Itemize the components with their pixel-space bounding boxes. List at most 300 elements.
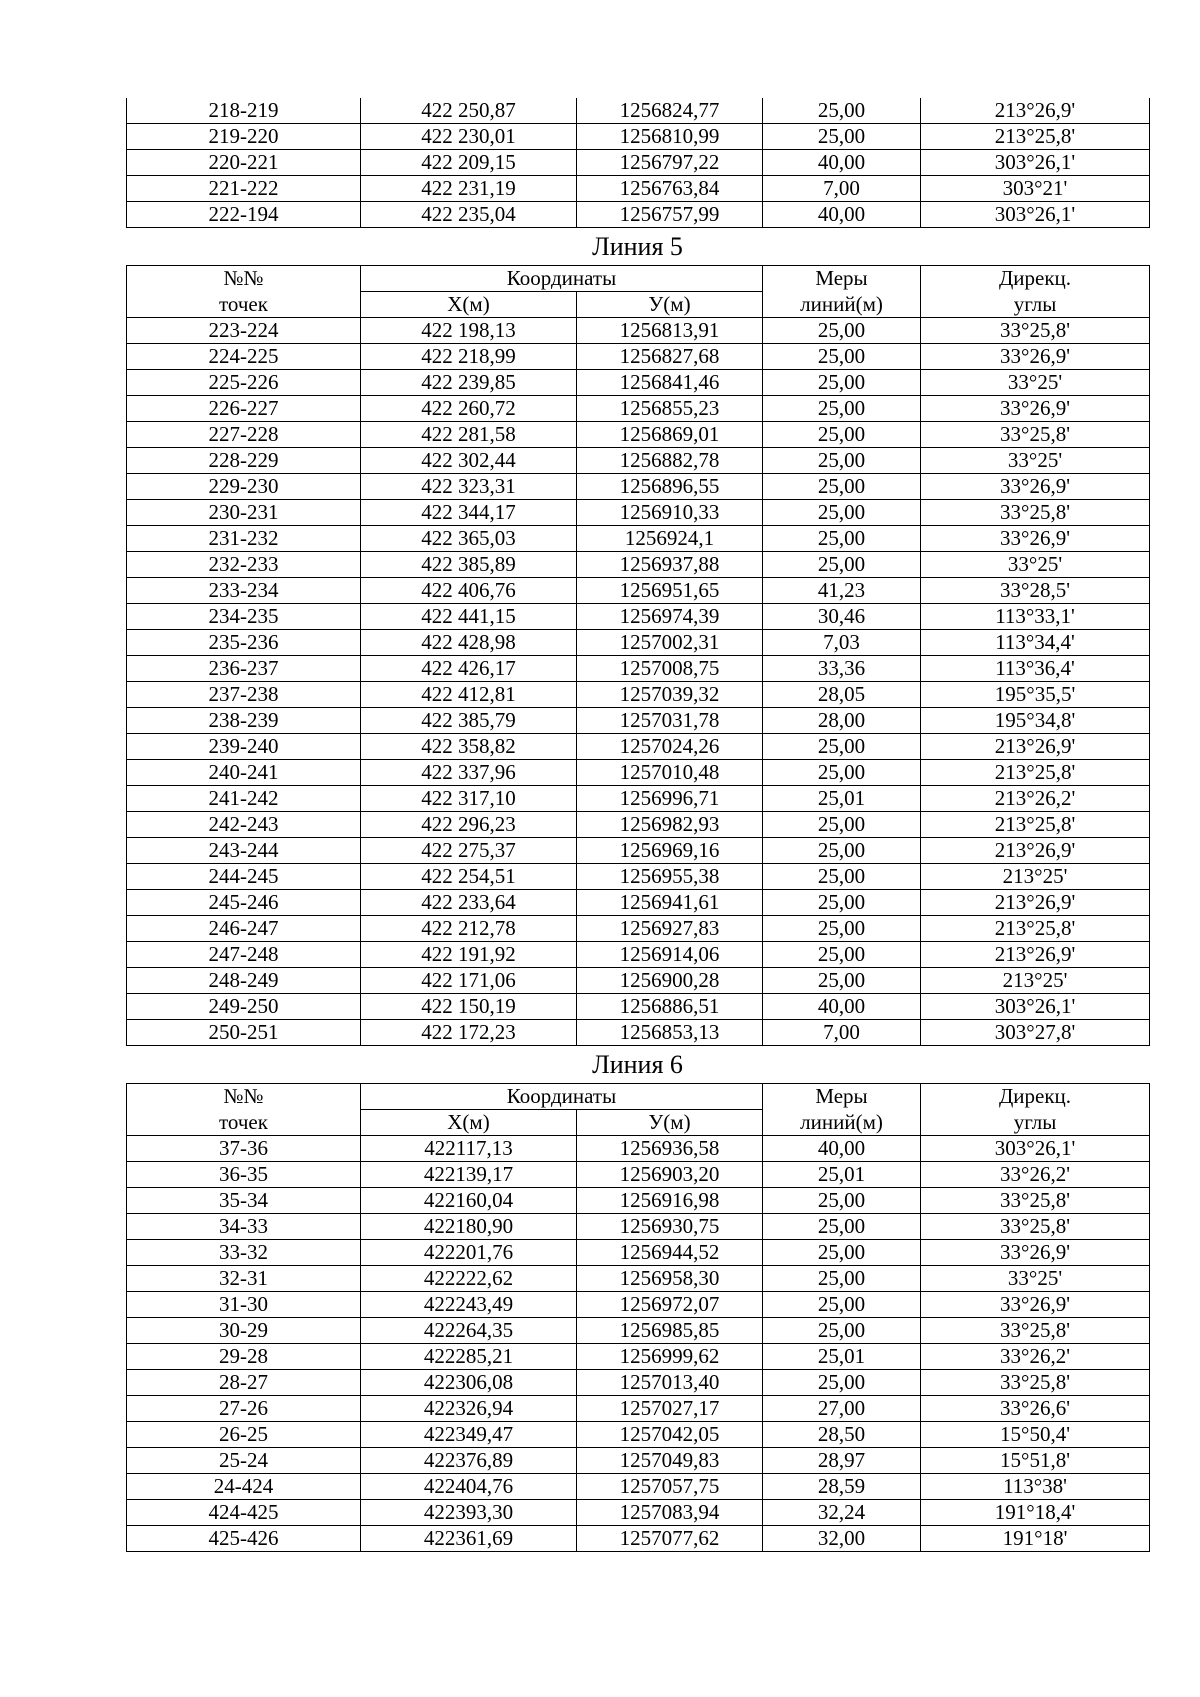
table-row <box>127 916 1150 942</box>
cell-x: 422 337,96 <box>361 760 577 786</box>
cell-x: 422180,90 <box>361 1214 577 1240</box>
line-5-title: Линия 5 <box>592 232 683 261</box>
cell-y: 1257024,26 <box>577 734 763 760</box>
cell-x: 422201,76 <box>361 1240 577 1266</box>
cell-y: 1256903,20 <box>577 1162 763 1188</box>
cell-x: 422 218,99 <box>361 344 577 370</box>
cell-angle: 213°26,9' <box>921 734 1150 760</box>
cell-y: 1256924,1 <box>577 526 763 552</box>
cell-segment: 31-30 <box>127 1292 361 1318</box>
cell-segment: 226-227 <box>127 396 361 422</box>
cell-segment: 26-25 <box>127 1422 361 1448</box>
cell-length: 28,97 <box>763 1448 921 1474</box>
cell-length: 25,00 <box>763 1292 921 1318</box>
cell-angle: 191°18' <box>921 1526 1150 1552</box>
cell-segment: 33-32 <box>127 1240 361 1266</box>
cell-segment: 37-36 <box>127 1136 361 1162</box>
cell-segment: 24-424 <box>127 1474 361 1500</box>
cell-length: 25,00 <box>763 370 921 396</box>
table-row <box>127 1370 1150 1396</box>
cell-angle: 213°25,8' <box>921 760 1150 786</box>
table-row <box>127 812 1150 838</box>
cell-segment: 247-248 <box>127 942 361 968</box>
cell-length: 28,59 <box>763 1474 921 1500</box>
cell-x: 422376,89 <box>361 1448 577 1474</box>
cell-segment: 239-240 <box>127 734 361 760</box>
header-points: точек <box>127 292 361 318</box>
cell-y: 1256955,38 <box>577 864 763 890</box>
cell-angle: 33°26,9' <box>921 344 1150 370</box>
table-row <box>127 682 1150 708</box>
cell-length: 25,00 <box>763 760 921 786</box>
cell-length: 41,23 <box>763 578 921 604</box>
cell-x: 422 344,17 <box>361 500 577 526</box>
cell-segment: 230-231 <box>127 500 361 526</box>
cell-length: 7,00 <box>763 1020 921 1046</box>
cell-x: 422 233,64 <box>361 890 577 916</box>
cell-length: 28,00 <box>763 708 921 734</box>
header-row-2 <box>127 292 1150 318</box>
cell-x: 422 254,51 <box>361 864 577 890</box>
cell-y: 1256944,52 <box>577 1240 763 1266</box>
line-6-table <box>126 1083 1150 1552</box>
cell-y: 1256813,91 <box>577 318 763 344</box>
cell-y: 1256757,99 <box>577 202 763 228</box>
table-row <box>127 578 1150 604</box>
header-y: У(м) <box>577 1110 763 1136</box>
cell-length: 25,00 <box>763 890 921 916</box>
header-coordinates: Координаты <box>361 266 763 292</box>
cell-x: 422 198,13 <box>361 318 577 344</box>
header-points: точек <box>127 1110 361 1136</box>
cell-y: 1256996,71 <box>577 786 763 812</box>
cell-angle: 33°26,2' <box>921 1162 1150 1188</box>
cell-x: 422 191,92 <box>361 942 577 968</box>
cell-angle: 191°18,4' <box>921 1500 1150 1526</box>
cell-angle: 303°26,1' <box>921 150 1150 176</box>
cell-length: 25,00 <box>763 344 921 370</box>
cell-y: 1256914,06 <box>577 942 763 968</box>
cell-y: 1256869,01 <box>577 422 763 448</box>
cell-segment: 32-31 <box>127 1266 361 1292</box>
table-row <box>127 1020 1150 1046</box>
cell-angle: 213°26,9' <box>921 838 1150 864</box>
header-x: Х(м) <box>361 292 577 318</box>
table-row <box>127 396 1150 422</box>
cell-length: 25,00 <box>763 1370 921 1396</box>
line-6-title: Линия 6 <box>592 1050 683 1079</box>
table-row <box>127 942 1150 968</box>
cell-angle: 33°25,8' <box>921 1214 1150 1240</box>
cell-segment: 27-26 <box>127 1396 361 1422</box>
cell-segment: 232-233 <box>127 552 361 578</box>
cell-y: 1256896,55 <box>577 474 763 500</box>
cell-angle: 33°28,5' <box>921 578 1150 604</box>
cell-length: 40,00 <box>763 994 921 1020</box>
cell-length: 32,24 <box>763 1500 921 1526</box>
cell-x: 422393,30 <box>361 1500 577 1526</box>
cell-x: 422 406,76 <box>361 578 577 604</box>
table-row <box>127 968 1150 994</box>
table-row <box>127 150 1150 176</box>
table-row <box>127 1500 1150 1526</box>
table-row <box>127 176 1150 202</box>
table-row <box>127 1214 1150 1240</box>
cell-y: 1256937,88 <box>577 552 763 578</box>
cell-y: 1256797,22 <box>577 150 763 176</box>
cell-angle: 113°34,4' <box>921 630 1150 656</box>
cell-length: 25,00 <box>763 552 921 578</box>
cell-segment: 237-238 <box>127 682 361 708</box>
cell-segment: 244-245 <box>127 864 361 890</box>
table-row <box>127 864 1150 890</box>
cell-angle: 33°26,9' <box>921 1240 1150 1266</box>
cell-length: 30,46 <box>763 604 921 630</box>
cell-angle: 33°25,8' <box>921 422 1150 448</box>
cell-y: 1256910,33 <box>577 500 763 526</box>
cell-y: 1256855,23 <box>577 396 763 422</box>
cell-segment: 246-247 <box>127 916 361 942</box>
cell-x: 422 385,89 <box>361 552 577 578</box>
cell-x: 422285,21 <box>361 1344 577 1370</box>
cell-angle: 33°25,8' <box>921 500 1150 526</box>
cell-x: 422 239,85 <box>361 370 577 396</box>
header-row-1 <box>127 1084 1150 1110</box>
cell-y: 1256927,83 <box>577 916 763 942</box>
cell-x: 422 426,17 <box>361 656 577 682</box>
cell-segment: 25-24 <box>127 1448 361 1474</box>
cell-x: 422 365,03 <box>361 526 577 552</box>
cell-y: 1256841,46 <box>577 370 763 396</box>
cell-x: 422 428,98 <box>361 630 577 656</box>
cell-length: 25,00 <box>763 1318 921 1344</box>
cell-y: 1257039,32 <box>577 682 763 708</box>
cell-angle: 15°51,8' <box>921 1448 1150 1474</box>
cell-segment: 234-235 <box>127 604 361 630</box>
cell-x: 422404,76 <box>361 1474 577 1500</box>
header-row-1 <box>127 266 1150 292</box>
cell-angle: 33°26,9' <box>921 396 1150 422</box>
cell-segment: 242-243 <box>127 812 361 838</box>
cell-x: 422139,17 <box>361 1162 577 1188</box>
cell-angle: 213°25' <box>921 864 1150 890</box>
cell-length: 25,00 <box>763 500 921 526</box>
cell-segment: 223-224 <box>127 318 361 344</box>
cell-x: 422 171,06 <box>361 968 577 994</box>
cell-segment: 35-34 <box>127 1188 361 1214</box>
cell-segment: 220-221 <box>127 150 361 176</box>
table-row <box>127 1136 1150 1162</box>
table-row <box>127 124 1150 150</box>
cell-angle: 33°26,6' <box>921 1396 1150 1422</box>
cell-y: 1256827,68 <box>577 344 763 370</box>
cell-length: 25,00 <box>763 318 921 344</box>
cell-angle: 33°26,9' <box>921 1292 1150 1318</box>
cell-segment: 227-228 <box>127 422 361 448</box>
cell-length: 25,00 <box>763 1266 921 1292</box>
cell-length: 25,00 <box>763 942 921 968</box>
cell-x: 422 302,44 <box>361 448 577 474</box>
table-row <box>127 448 1150 474</box>
header-point-no: №№ <box>127 1084 361 1110</box>
header-angles: углы <box>921 1110 1150 1136</box>
cell-x: 422 317,10 <box>361 786 577 812</box>
cell-angle: 195°34,8' <box>921 708 1150 734</box>
cell-angle: 33°26,2' <box>921 1344 1150 1370</box>
cell-length: 25,00 <box>763 98 921 124</box>
header-direction: Дирекц. <box>921 1084 1150 1110</box>
cell-angle: 213°26,9' <box>921 890 1150 916</box>
cell-x: 422 250,87 <box>361 98 577 124</box>
cell-segment: 236-237 <box>127 656 361 682</box>
cell-y: 1256853,13 <box>577 1020 763 1046</box>
cell-x: 422 412,81 <box>361 682 577 708</box>
cell-segment: 424-425 <box>127 1500 361 1526</box>
cell-x: 422349,47 <box>361 1422 577 1448</box>
cell-y: 1256985,85 <box>577 1318 763 1344</box>
cell-y: 1256916,98 <box>577 1188 763 1214</box>
table-row <box>127 734 1150 760</box>
cell-angle: 303°26,1' <box>921 994 1150 1020</box>
cell-length: 25,01 <box>763 1344 921 1370</box>
cell-y: 1257002,31 <box>577 630 763 656</box>
table-row <box>127 890 1150 916</box>
cell-length: 25,00 <box>763 968 921 994</box>
table-row <box>127 474 1150 500</box>
cell-segment: 425-426 <box>127 1526 361 1552</box>
cell-length: 7,03 <box>763 630 921 656</box>
cell-segment: 243-244 <box>127 838 361 864</box>
cell-y: 1256936,58 <box>577 1136 763 1162</box>
cell-length: 25,00 <box>763 396 921 422</box>
cell-length: 25,00 <box>763 448 921 474</box>
table-row <box>127 500 1150 526</box>
cell-y: 1256974,39 <box>577 604 763 630</box>
cell-angle: 213°26,9' <box>921 942 1150 968</box>
table-row <box>127 1318 1150 1344</box>
cell-x: 422 235,04 <box>361 202 577 228</box>
cell-segment: 238-239 <box>127 708 361 734</box>
cell-x: 422 150,19 <box>361 994 577 1020</box>
cell-angle: 113°36,4' <box>921 656 1150 682</box>
cell-y: 1256886,51 <box>577 994 763 1020</box>
cell-y: 1256951,65 <box>577 578 763 604</box>
cell-angle: 303°21' <box>921 176 1150 202</box>
cell-angle: 33°25' <box>921 448 1150 474</box>
cell-x: 422264,35 <box>361 1318 577 1344</box>
cell-segment: 219-220 <box>127 124 361 150</box>
header-measures: Меры <box>763 1084 921 1110</box>
cell-length: 28,05 <box>763 682 921 708</box>
cell-segment: 233-234 <box>127 578 361 604</box>
cell-y: 1256763,84 <box>577 176 763 202</box>
cell-y: 1257027,17 <box>577 1396 763 1422</box>
header-point-no: №№ <box>127 266 361 292</box>
cell-length: 25,00 <box>763 734 921 760</box>
table-row <box>127 370 1150 396</box>
table-row <box>127 1474 1150 1500</box>
cell-x: 422 231,19 <box>361 176 577 202</box>
cell-segment: 225-226 <box>127 370 361 396</box>
cell-segment: 235-236 <box>127 630 361 656</box>
cell-length: 27,00 <box>763 1396 921 1422</box>
table-row <box>127 318 1150 344</box>
cell-angle: 15°50,4' <box>921 1422 1150 1448</box>
cell-angle: 113°33,1' <box>921 604 1150 630</box>
table-row <box>127 526 1150 552</box>
cell-segment: 250-251 <box>127 1020 361 1046</box>
cell-y: 1257049,83 <box>577 1448 763 1474</box>
cell-x: 422 385,79 <box>361 708 577 734</box>
cell-segment: 229-230 <box>127 474 361 500</box>
cell-segment: 231-232 <box>127 526 361 552</box>
cell-y: 1257057,75 <box>577 1474 763 1500</box>
table-row <box>127 1266 1150 1292</box>
cell-y: 1256900,28 <box>577 968 763 994</box>
cell-angle: 33°25,8' <box>921 1188 1150 1214</box>
cell-segment: 28-27 <box>127 1370 361 1396</box>
cell-y: 1257042,05 <box>577 1422 763 1448</box>
table-row <box>127 1526 1150 1552</box>
cell-y: 1257013,40 <box>577 1370 763 1396</box>
header-direction: Дирекц. <box>921 266 1150 292</box>
cell-length: 25,00 <box>763 838 921 864</box>
cell-y: 1256999,62 <box>577 1344 763 1370</box>
cell-y: 1257031,78 <box>577 708 763 734</box>
cell-length: 25,01 <box>763 786 921 812</box>
cell-length: 32,00 <box>763 1526 921 1552</box>
cell-x: 422 281,58 <box>361 422 577 448</box>
table-row <box>127 202 1150 228</box>
cell-x: 422160,04 <box>361 1188 577 1214</box>
cell-angle: 33°25,8' <box>921 1370 1150 1396</box>
table-row <box>127 344 1150 370</box>
cell-length: 40,00 <box>763 150 921 176</box>
cell-y: 1257008,75 <box>577 656 763 682</box>
cell-x: 422361,69 <box>361 1526 577 1552</box>
cell-x: 422243,49 <box>361 1292 577 1318</box>
table-row <box>127 630 1150 656</box>
cell-x: 422 323,31 <box>361 474 577 500</box>
cell-segment: 29-28 <box>127 1344 361 1370</box>
table-row <box>127 838 1150 864</box>
table-row <box>127 1448 1150 1474</box>
cell-length: 25,00 <box>763 124 921 150</box>
cell-angle: 33°25' <box>921 1266 1150 1292</box>
cell-y: 1256941,61 <box>577 890 763 916</box>
cell-angle: 33°25' <box>921 370 1150 396</box>
cell-angle: 113°38' <box>921 1474 1150 1500</box>
cell-y: 1256810,99 <box>577 124 763 150</box>
cell-length: 25,01 <box>763 1162 921 1188</box>
cell-segment: 222-194 <box>127 202 361 228</box>
cell-x: 422 209,15 <box>361 150 577 176</box>
cell-y: 1257077,62 <box>577 1526 763 1552</box>
table-row <box>127 786 1150 812</box>
table-row <box>127 98 1150 124</box>
cell-length: 25,00 <box>763 1240 921 1266</box>
cell-angle: 33°25,8' <box>921 1318 1150 1344</box>
cell-angle: 303°26,1' <box>921 1136 1150 1162</box>
cell-length: 25,00 <box>763 1214 921 1240</box>
cell-angle: 33°26,9' <box>921 474 1150 500</box>
cell-x: 422 230,01 <box>361 124 577 150</box>
table-row <box>127 1396 1150 1422</box>
table-row <box>127 708 1150 734</box>
header-row-2 <box>127 1110 1150 1136</box>
table-row <box>127 1292 1150 1318</box>
cell-angle: 213°26,9' <box>921 98 1150 124</box>
cell-x: 422 275,37 <box>361 838 577 864</box>
cell-length: 25,00 <box>763 812 921 838</box>
line-5-table <box>126 265 1150 1046</box>
cell-x: 422326,94 <box>361 1396 577 1422</box>
cell-x: 422 296,23 <box>361 812 577 838</box>
cell-segment: 245-246 <box>127 890 361 916</box>
cell-angle: 213°25,8' <box>921 812 1150 838</box>
table-row <box>127 994 1150 1020</box>
cell-angle: 33°25' <box>921 552 1150 578</box>
cell-angle: 33°25,8' <box>921 318 1150 344</box>
cell-segment: 30-29 <box>127 1318 361 1344</box>
cell-length: 25,00 <box>763 526 921 552</box>
cell-angle: 213°25' <box>921 968 1150 994</box>
document-page <box>126 98 1149 1552</box>
cell-y: 1256969,16 <box>577 838 763 864</box>
cell-angle: 213°26,2' <box>921 786 1150 812</box>
table-row <box>127 604 1150 630</box>
table-row <box>127 1188 1150 1214</box>
cell-segment: 249-250 <box>127 994 361 1020</box>
cell-y: 1256824,77 <box>577 98 763 124</box>
cell-angle: 33°26,9' <box>921 526 1150 552</box>
cell-segment: 248-249 <box>127 968 361 994</box>
cell-segment: 240-241 <box>127 760 361 786</box>
header-angles: углы <box>921 292 1150 318</box>
cell-segment: 221-222 <box>127 176 361 202</box>
cell-y: 1256958,30 <box>577 1266 763 1292</box>
cell-x: 422222,62 <box>361 1266 577 1292</box>
cell-x: 422 172,23 <box>361 1020 577 1046</box>
cell-segment: 228-229 <box>127 448 361 474</box>
header-measures: Меры <box>763 266 921 292</box>
cell-length: 25,00 <box>763 474 921 500</box>
cell-segment: 34-33 <box>127 1214 361 1240</box>
table-row <box>127 1240 1150 1266</box>
table-row <box>127 656 1150 682</box>
cell-y: 1257010,48 <box>577 760 763 786</box>
cell-x: 422 212,78 <box>361 916 577 942</box>
cell-angle: 195°35,5' <box>921 682 1150 708</box>
table-row <box>127 760 1150 786</box>
table-row <box>127 1162 1150 1188</box>
cell-length: 25,00 <box>763 422 921 448</box>
cell-segment: 241-242 <box>127 786 361 812</box>
cell-angle: 213°25,8' <box>921 916 1150 942</box>
cell-angle: 303°27,8' <box>921 1020 1150 1046</box>
cell-length: 40,00 <box>763 202 921 228</box>
cell-segment: 218-219 <box>127 98 361 124</box>
cell-angle: 303°26,1' <box>921 202 1150 228</box>
cell-segment: 224-225 <box>127 344 361 370</box>
header-coordinates: Координаты <box>361 1084 763 1110</box>
header-y: У(м) <box>577 292 763 318</box>
cell-y: 1257083,94 <box>577 1500 763 1526</box>
cell-length: 40,00 <box>763 1136 921 1162</box>
header-x: Х(м) <box>361 1110 577 1136</box>
header-lines-m: линий(м) <box>763 1110 921 1136</box>
cell-length: 25,00 <box>763 916 921 942</box>
